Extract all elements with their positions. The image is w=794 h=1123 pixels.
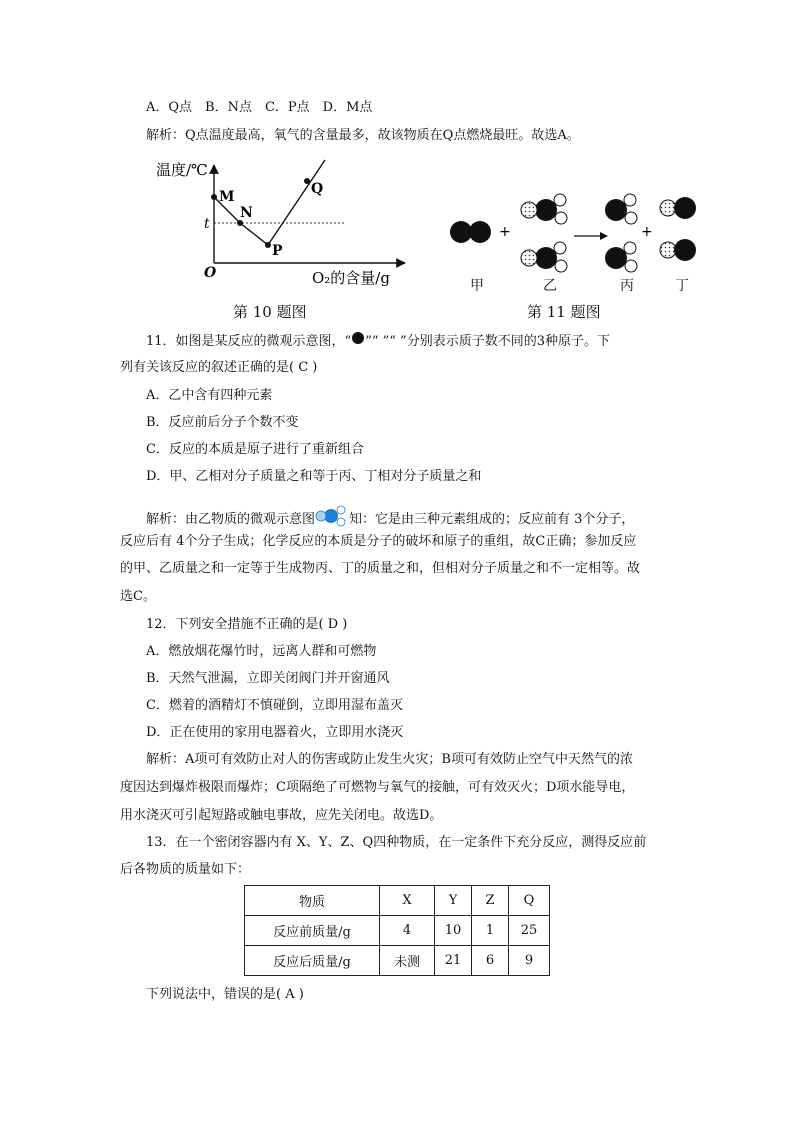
table-cell: 4 — [380, 916, 435, 946]
q11-option-a: A．乙中含有四种元素 — [146, 388, 273, 403]
molecule-bing-2 — [605, 242, 637, 272]
fig11-label-yi: 乙 — [543, 278, 557, 294]
q12-option-d: D．正在使用的家用电器着火，立即用水浇灭 — [146, 725, 404, 740]
q11-option-c: C．反应的本质是原子进行了重新组合 — [146, 442, 364, 457]
table-header-cell: 物质 — [245, 886, 380, 916]
black-atom-icon — [351, 331, 365, 352]
plus-sign-2: + — [641, 224, 653, 240]
q12-expl-line-3: 用水浇灭可引起短路或触电事故，应先关闭电。故选D。 — [120, 808, 443, 823]
fig10-point-p — [265, 242, 271, 248]
table-cell: 未测 — [380, 946, 435, 976]
table-cell: 21 — [435, 946, 472, 976]
plus-sign-1: + — [499, 224, 511, 240]
mass-table — [244, 885, 550, 976]
fig10-label-q: Q — [311, 181, 324, 197]
table-row — [245, 946, 550, 976]
fig10-t: t — [204, 216, 210, 232]
molecule-ding-1 — [660, 197, 696, 219]
fig10-label-m: M — [219, 189, 235, 205]
q12-stem: 12．下列安全措施不正确的是( D ) — [146, 617, 348, 632]
fig11-label-bing: 丙 — [620, 278, 634, 294]
table-cell: 反应后质量/g — [245, 946, 380, 976]
fig10-ylabel: 温度/℃ — [156, 161, 208, 179]
q11-expl-line-4: 选C。 — [120, 589, 156, 604]
molecule-bing-1 — [605, 194, 637, 224]
fig10-caption: 第 10 题图 — [233, 303, 307, 321]
table-cell: 1 — [472, 916, 509, 946]
q11-stem-line-1 — [146, 331, 610, 352]
q11-stem-1a: 11．如图是某反应的微观示意图，“ — [146, 334, 352, 349]
q12-option-b: B．天然气泄漏，立即关闭阀门并开窗通风 — [146, 671, 390, 686]
table-header-cell: Z — [472, 886, 509, 916]
q12-expl-line-2: 度因达到爆炸极限而爆炸；C项隔绝了可燃物与氧气的接触，可有效灭火；D项水能导电， — [120, 780, 635, 795]
table-cell: 25 — [509, 916, 550, 946]
q11-expl-1b: 知：它是由三种元素组成的；反应前有 3个分子， — [349, 512, 635, 527]
q10-options: A．Q点 B．N点 C．P点 D．M点 — [146, 100, 373, 115]
molecule-yi-icon — [315, 505, 349, 534]
fig10-graph — [150, 155, 420, 295]
fig10-point-q — [304, 178, 310, 184]
q12-option-a: A．燃放烟花爆竹时，远离人群和可燃物 — [146, 644, 377, 659]
q11-expl-line-2: 反应后有 4个分子生成；化学反应的本质是分子的破坏和原子的重组，故C正确；参加反应 — [120, 534, 637, 549]
table-header-cell: Q — [509, 886, 550, 916]
fig11-label-jia: 甲 — [470, 278, 484, 294]
q13-stem-line-2: 后各物质的质量如下： — [120, 862, 251, 877]
q10-explanation: 解析：Q点温度最高，氧气的含量最多，故该物质在Q点燃烧最旺。故选A。 — [146, 128, 580, 143]
table-cell: 反应前质量/g — [245, 916, 380, 946]
molecule-yi-2 — [521, 242, 567, 272]
fig10-label-p: P — [272, 243, 283, 259]
table-row — [245, 916, 550, 946]
q12-expl-line-1: 解析：A项可有效防止对人的伤害或防止发生火灾；B项可有效防止空气中天然气的浓 — [146, 752, 633, 767]
table-header-cell: Y — [435, 886, 472, 916]
molecule-ding-2 — [660, 239, 696, 261]
fig11-caption: 第 11 题图 — [527, 303, 601, 321]
fig10-xlabel: O₂的含量/g — [312, 269, 390, 287]
q11-expl-line-3: 的甲、乙质量之和一定等于生成物丙、丁的质量之和，但相对分子质量之和不一定相等。故 — [120, 561, 641, 576]
table-header-cell: X — [380, 886, 435, 916]
q12-option-c: C．燃着的酒精灯不慎碰倒，立即用湿布盖灭 — [146, 698, 403, 713]
q11-option-d: D．甲、乙相对分子质量之和等于丙、丁相对分子质量之和 — [146, 469, 482, 484]
fig11-label-ding: 丁 — [675, 278, 689, 294]
q13-stem-line-1: 13．在一个密闭容器内有 X、Y、Z、Q四种物质，在一定条件下充分反应，测得反应前 — [146, 835, 647, 850]
fig10-label-n: N — [240, 205, 253, 221]
molecule-jia — [450, 221, 491, 243]
q11-stem-line-2: 列有关该反应的叙述正确的是( C ) — [120, 360, 318, 375]
q11-option-b: B．反应前后分子个数不变 — [146, 415, 299, 430]
q13-question: 下列说法中，错误的是( A ) — [146, 987, 304, 1002]
table-cell: 9 — [509, 946, 550, 976]
table-cell: 6 — [472, 946, 509, 976]
molecule-yi-1 — [521, 194, 567, 224]
fig10-origin: O — [204, 265, 217, 281]
fig10-point-m — [211, 194, 217, 200]
table-cell: 10 — [435, 916, 472, 946]
q11-expl-line-1 — [146, 505, 634, 534]
q11-expl-1a: 解析：由乙物质的微观示意图 — [146, 512, 316, 527]
table-header-row — [245, 886, 550, 916]
q11-stem-1b: ”“ ”“ ”分别表示质子数不同的3种原子。下 — [365, 334, 610, 349]
